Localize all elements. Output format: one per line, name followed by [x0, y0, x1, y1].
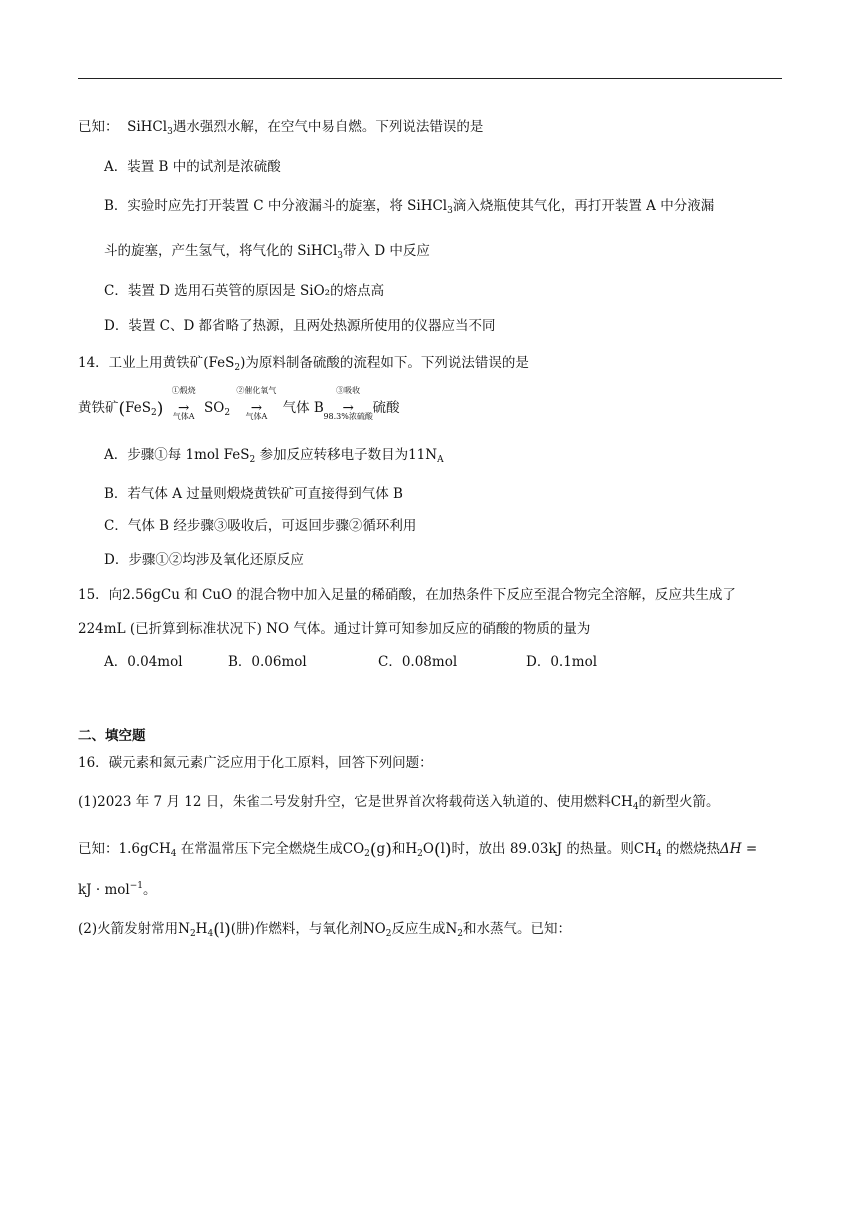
q15-stem-line2: 224mL (已折算到标准状况下) NO 气体。通过计算可知参加反应的硝酸的物质的量为 — [78, 621, 591, 637]
q13-option-d: D．装置 C、D 都省略了热源，且两处热源所使用的仪器应当不同 — [104, 318, 496, 334]
section-title: 二、填空题 — [78, 728, 146, 744]
q13-option-c: C．装置 D 选用石英管的原因是 SiO₂的熔点高 — [104, 283, 385, 299]
q16-part2: (2)火箭发射常用$N_2H_4(l)$(肼)作燃料，与氧化剂$NO_2$反应生成$N_2$和水蒸气。已知： — [78, 920, 572, 940]
q14-option-c: C．气体 B 经步骤③吸收后，可返回步骤②循环利用 — [104, 518, 417, 534]
q15-option-c: C．0.08mol — [378, 654, 458, 670]
q15-option-b: B．0.06mol — [228, 654, 307, 670]
q16-stem: 16．碳元素和氮元素广泛应用于化工原料，回答下列问题： — [78, 755, 433, 771]
arrow-step3: ③吸收 → 98.3%浓硫酸 — [323, 386, 373, 421]
arrow-step1: ①煅烧 → 气体A — [171, 386, 196, 421]
q16-part1-unit: kJ · mol$^{-1}$。 — [78, 881, 157, 898]
q16-part1-line2: 已知：1.6gCH$_4$ 在常温常压下完全燃烧生成$CO_2(g)$和$H_2O(l)$时，放出 89.03kJ 的热量。则$CH_4$ 的燃烧热ΔH = — [78, 840, 758, 860]
q13-option-a: A．装置 B 中的试剂是浓硫酸 — [104, 159, 281, 175]
q14-flow: 黄铁矿(FeS$_2$) ①煅烧 → 气体A $SO_2$ ②催化氧气 → 气体A 气体 B ③吸收 → 98.3%浓硫酸 硫酸 — [78, 386, 400, 421]
q14-option-d: D．步骤①②均涉及氧化还原反应 — [104, 552, 304, 568]
q13-intro: 已知： SiHCl$_3$遇水强烈水解，在空气中易自燃。下列说法错误的是 — [78, 119, 484, 137]
q16-part1-line1: (1)2023 年 7 月 12 日，朱雀二号发射升空，它是世界首次将载荷送入轨道的、使用燃料$CH_4$的新型火箭。 — [78, 794, 720, 812]
q13-option-b-line2: 斗的旋塞，产生氢气，将气化的 SiHCl$_3$带入 D 中反应 — [104, 243, 430, 261]
arrow-step2: ②催化氧气 → 气体A — [236, 386, 277, 421]
header-rule — [78, 78, 782, 79]
q15-option-a: A．0.04mol — [104, 654, 183, 670]
q13-option-b-line1: B．实验时应先打开装置 C 中分液漏斗的旋塞，将 SiHCl$_3$滴入烧瓶使其气化，再打开装置 A 中分液漏 — [104, 198, 715, 216]
q14-option-b: B．若气体 A 过量则煅烧黄铁矿可直接得到气体 B — [104, 486, 403, 502]
q15-option-d: D．0.1mol — [526, 654, 598, 670]
q15-options — [104, 652, 597, 672]
q15-stem-line1: 15．向2.56gCu 和 CuO 的混合物中加入足量的稀硝酸，在加热条件下反应至混合物完全溶解，反应共生成了 — [78, 587, 736, 603]
q14-stem: 14．工业上用黄铁矿(FeS$_2$)为原料制备硫酸的流程如下。下列说法错误的是 — [78, 355, 529, 373]
q14-option-a: A．步骤①每 1mol FeS$_2$ 参加反应转移电子数目为$11N_A$ — [104, 447, 444, 465]
